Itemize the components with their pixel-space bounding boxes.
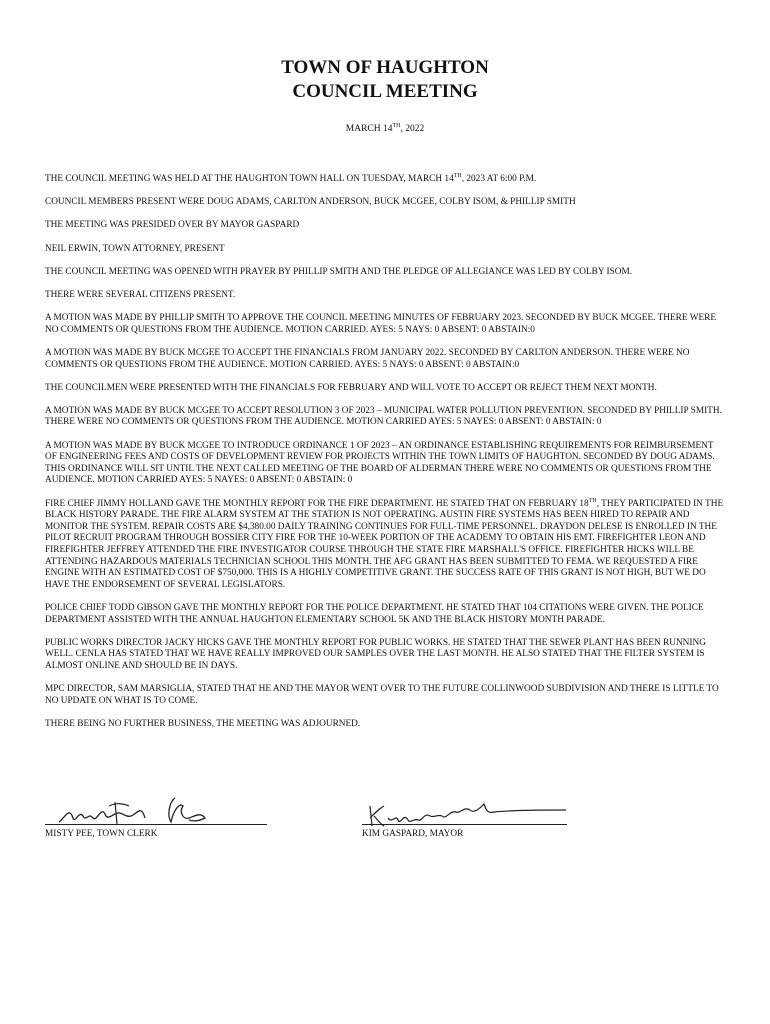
minutes-body bbox=[45, 174, 725, 742]
paragraph-members-present: COUNCIL MEMBERS PRESENT WERE DOUG ADAMS, CARLTON ANDERSON, BUCK MCGEE, COLBY ISOM, & PHILLIP SMITH bbox=[45, 197, 576, 208]
paragraph-public-works: PUBLIC WORKS DIRECTOR JACKY HICKS GAVE THE MONTHLY REPORT FOR PUBLIC WORKS. HE STATED THAT THE SEWER PLANT HAS BEEN RUNNING WELL. CENLA HAS STATED THAT WE HAVE REALLY IMPROVED OUR SAMPLES OVER THE LAST MONTH. HE ALSO STATED THAT THE FILTER SYSTEM IS ALMOST ONLINE AND SHOULD BE IN DAYS. bbox=[45, 637, 706, 671]
paragraph-meeting-held: THE COUNCIL MEETING WAS HELD AT THE HAUGHTON TOWN HALL ON TUESDAY, MARCH 14TH, 2023 AT 6:00 P.M. bbox=[45, 172, 537, 184]
document-title: TOWN OF HAUGHTON bbox=[281, 57, 489, 78]
paragraph-citizens: THERE WERE SEVERAL CITIZENS PRESENT. bbox=[45, 289, 236, 300]
meeting-date: MARCH 14TH, 2022 bbox=[345, 122, 425, 134]
document-subtitle: COUNCIL MEETING bbox=[292, 81, 478, 102]
clerk-signature-label: MISTY PEE, TOWN CLERK bbox=[45, 829, 158, 839]
paragraph-presided: THE MEETING WAS PRESIDED OVER BY MAYOR GASPARD bbox=[45, 220, 300, 231]
paragraph-motion-minutes: A MOTION WAS MADE BY PHILLIP SMITH TO APPROVE THE COUNCIL MEETING MINUTES OF FEBRUARY 2023. SECONDED BY BUCK MCGEE. THERE WERE NO COMMENTS OR QUESTIONS FROM THE AUDIENCE. MOTION CARRIED. AYES: 5 NAYS: 0 ABSENT: 0 ABSTAIN:0 bbox=[45, 313, 717, 335]
paragraph-motion-financials: A MOTION WAS MADE BY BUCK MCGEE TO ACCEPT THE FINANCIALS FROM JANUARY 2022. SECONDED BY CARLTON ANDERSON. THERE WERE NO COMMENTS OR QUESTIONS FROM THE AUDIENCE. MOTION CARRIED. AYES: 5 NAYS: 0 ABSENT: 0 ABSTAIN:0 bbox=[45, 347, 690, 370]
mayor-signature-image bbox=[362, 796, 572, 832]
paragraph-financials-february: THE COUNCILMEN WERE PRESENTED WITH THE FINANCIALS FOR FEBRUARY AND WILL VOTE TO ACCEPT OR REJECT THEM NEXT MONTH. bbox=[45, 382, 657, 393]
paragraph-adjourned: THERE BEING NO FURTHER BUSINESS, THE MEETING WAS ADJOURNED. bbox=[45, 718, 361, 729]
mayor-signature-line bbox=[362, 824, 567, 825]
clerk-signature-image bbox=[55, 792, 215, 832]
clerk-signature-line bbox=[45, 824, 267, 825]
paragraph-ordinance: A MOTION WAS MADE BY BUCK MCGEE TO INTRODUCE ORDINANCE 1 OF 2023 – AN ORDINANCE ESTABLISHING REQUIREMENTS FOR REIMBURSEMENT OF ENGINEERING FEES AND COSTS OF DEVELOPMENT REVIEW FOR PROJECTS WITHIN THE TOWN LIMITS OF HAUGHTON. SECONDED BY DOUG ADAMS. THIS ORDINANCE WILL SIT UNTIL THE NEXT CALLED MEETING OF THE BOARD OF ALDERMAN THERE WERE NO COMMENTS OR QUESTIONS FROM THE AUDIENCE. MOTION CARRIED AYES: 5 NAYES: 0 ABSENT: 0 ABSTAIN: 0 bbox=[45, 440, 715, 486]
paragraph-fire-report: FIRE CHIEF JIMMY HOLLAND GAVE THE MONTHLY REPORT FOR THE FIRE DEPARTMENT. HE STATED THAT ON FEBRUARY 18TH, THEY PARTICIPATED IN THE BLACK HISTORY PARADE. THE FIRE ALARM SYSTEM AT THE STATION IS NOT OPERATING. AUSTIN FIRE SYSTEMS HAS BEEN HIRED TO REPAIR AND MONITOR THE SYSTEM. REPAIR COSTS ARE $4,380.00 DAILY TRAINING CONTINUES FOR FULL-TIME PERSONNEL. DRAYDON DELESE IS ENROLLED IN THE PILOT RECRUIT PROGRAM THROUGH BOSSIER CITY FIRE FOR THE 10-WEEK PORTION OF THE ACADEMY TO OBTAIN HIS EMT. FIREFIGHTER LEON AND FIREFIGHTER JEFFREY ATTENDED THE FIRE INVESTIGATOR COURSE THROUGH THE STATE FIRE MARSHALL'S OFFICE. FIREFIGHTER HICKS WILL BE ATTENDING HAZARDOUS MATERIALS TECHNICIAN SCHOOL THIS MONTH. THE AFG GRANT HAS BEEN SUBMITTED TO FEMA. WE REQUESTED A FIRE ENGINE WITH AN ESTIMATED COST OF $750,000. THIS IS A HIGHLY COMPETITIVE GRANT. THE SUCCESS RATE OF THIS GRANT IS NOT HIGH, BUT WE DO HAVE THE ENDORSEMENT OF SEVERAL LEGISLATORS. bbox=[45, 497, 724, 590]
paragraph-opening: THE COUNCIL MEETING WAS OPENED WITH PRAYER BY PHILLIP SMITH AND THE PLEDGE OF ALLEGIANCE WAS LED BY COLBY ISOM. bbox=[45, 266, 633, 277]
paragraph-resolution: A MOTION WAS MADE BY BUCK MCGEE TO ACCEPT RESOLUTION 3 OF 2023 – MUNICIPAL WATER POLLUTION PREVENTION. SECONDED BY PHILLIP SMITH. THERE WERE NO COMMENTS OR QUESTIONS FROM THE AUDIENCE. MOTION CARRIED AYES: 5 NAYES: 0 ABSENT: 0 ABSTAIN: 0 bbox=[45, 405, 722, 428]
paragraph-police-report: POLICE CHIEF TODD GIBSON GAVE THE MONTHLY REPORT FOR THE POLICE DEPARTMENT. HE STATED THAT 104 CITATIONS WERE GIVEN. THE POLICE DEPARTMENT ASSISTED WITH THE ANNUAL HAUGHTON ELEMENTARY SCHOOL 5K AND THE BLACK HISTORY MONTH PARADE. bbox=[45, 602, 704, 625]
mayor-signature-label: KIM GASPARD, MAYOR bbox=[362, 829, 464, 839]
paragraph-attorney: NEIL ERWIN, TOWN ATTORNEY, PRESENT bbox=[45, 243, 225, 254]
paragraph-mpc-director: MPC DIRECTOR, SAM MARSIGLIA, STATED THAT HE AND THE MAYOR WENT OVER TO THE FUTURE COLLINWOOD SUBDIVISION AND THERE IS LITTLE TO NO UPDATE ON WHAT IS TO COME. bbox=[45, 684, 719, 706]
